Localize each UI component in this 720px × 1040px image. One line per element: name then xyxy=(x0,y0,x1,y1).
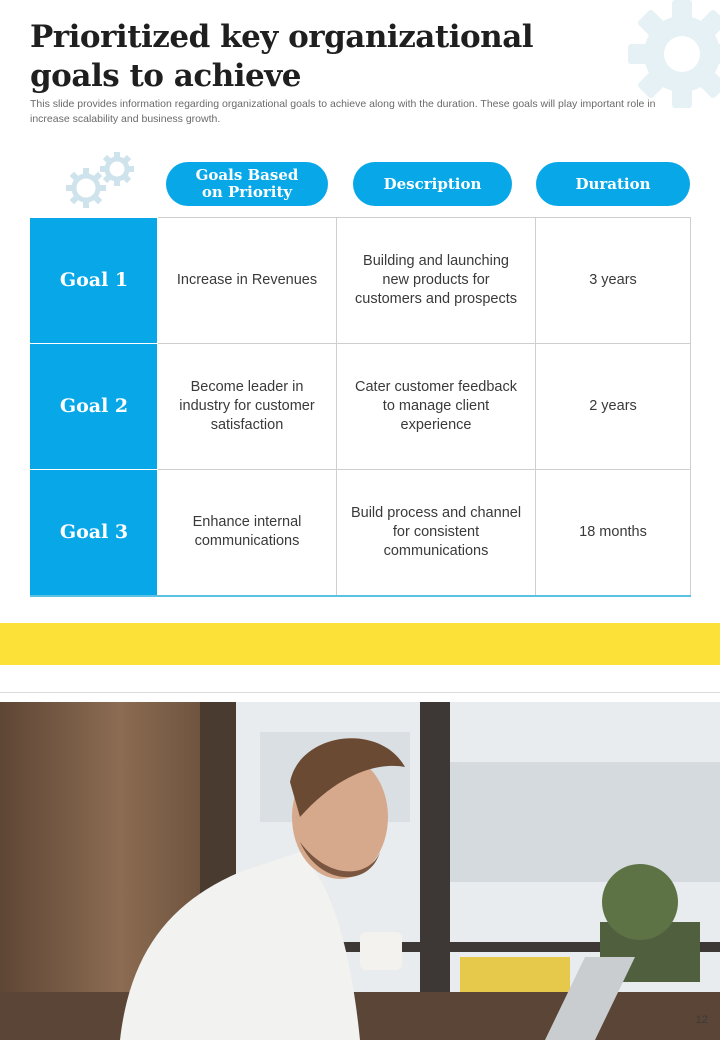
divider-line xyxy=(0,692,720,693)
office-photo xyxy=(0,702,720,1040)
goal-duration-cell: 2 years xyxy=(536,344,691,470)
header-goals-priority xyxy=(166,162,328,206)
goals-table xyxy=(30,217,691,597)
yellow-divider-band xyxy=(0,623,720,665)
goal-duration-cell: 18 months xyxy=(536,470,691,596)
goal-description-cell: Build process and channel for consistent communications xyxy=(337,470,536,596)
goal-priority-cell: Increase in Revenues xyxy=(158,218,337,344)
goal-label: Goal 1 xyxy=(31,218,158,344)
goal-description-cell: Cater customer feedback to manage client experience xyxy=(337,344,536,470)
header-duration xyxy=(536,162,690,206)
header-description xyxy=(353,162,512,206)
page-title: Prioritized key organizational goals to achieve xyxy=(30,19,534,94)
goal-priority-cell: Enhance internal communications xyxy=(158,470,337,596)
table-row xyxy=(31,344,691,470)
header-duration-label: Duration xyxy=(575,174,651,193)
goal-priority-cell: Become leader in industry for customer satisfaction xyxy=(158,344,337,470)
goal-label: Goal 2 xyxy=(31,344,158,470)
page-subtitle: This slide provides information regarding organizational goals to achieve along with the duration. These goals will play important role in increase scalability and business growth. xyxy=(30,98,656,125)
table-row xyxy=(31,218,691,344)
table-row xyxy=(31,470,691,596)
goal-duration-cell: 3 years xyxy=(536,218,691,344)
goal-label: Goal 3 xyxy=(31,470,158,596)
page-number: 12 xyxy=(695,1014,708,1026)
gears-icon xyxy=(62,150,138,212)
header-goals-label: Goals Based on Priority xyxy=(195,166,299,201)
goal-description-cell: Building and launching new products for customers and prospects xyxy=(337,218,536,344)
header-description-label: Description xyxy=(383,174,482,193)
